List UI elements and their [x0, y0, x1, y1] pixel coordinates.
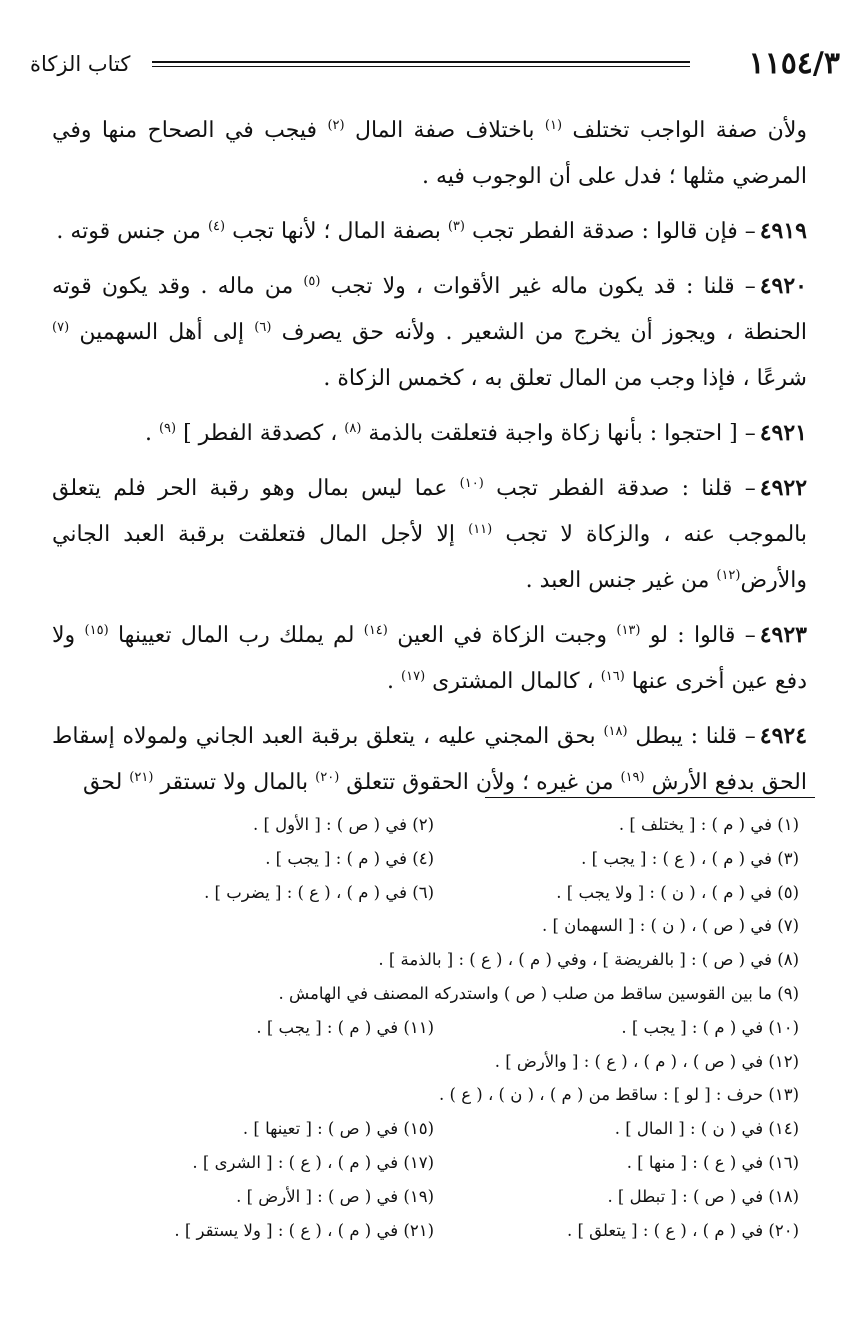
footnote-marker: (٤): [207, 219, 226, 234]
paragraph: [52, 713, 807, 806]
footnote-marker: (١٨): [603, 724, 628, 739]
footnote: (٦) في ( م ) ، ( ع ) : [ يضرب ] .: [204, 882, 434, 902]
footnote-row: [69, 876, 799, 910]
footnote-marker: (٢٠): [315, 770, 340, 785]
text-segment: باختلاف صفة المال: [344, 118, 545, 143]
paragraph-number: ٤٩٢٠: [759, 273, 807, 299]
text-segment: – [ احتجوا : بأنها زكاة واجبة فتعلقت بالذمة: [361, 421, 756, 446]
footnote: (١٥) في ( ص ) : [ تعينها ] .: [242, 1119, 434, 1139]
paragraph-number: ٤٩٢٤: [759, 723, 808, 749]
footnote-row: [69, 1146, 799, 1180]
text-segment: – قالوا : لو: [640, 623, 756, 648]
text-segment: عما ليس بمال وهو رقبة الحر فلم يتعلق بالموجب عنه ، والزكاة لا تجب: [52, 476, 807, 547]
text-segment: .: [144, 421, 159, 446]
footnote-row: [69, 842, 799, 876]
header-rule: [152, 61, 690, 67]
text-segment: بصفة المال ؛ لأنها تجب: [225, 219, 448, 244]
footnote-row: [69, 977, 799, 1011]
text-segment: – قلنا : قد يكون ماله غير الأقوات ، ولا تجب: [320, 274, 756, 299]
footnote-marker: (١١): [468, 522, 493, 537]
footnote-separator: [485, 797, 815, 798]
footnote: (٥) في ( م ) ، ( ن ) : [ ولا يجب ] .: [556, 882, 799, 902]
footnote: (١) في ( م ) : [ يختلف ] .: [618, 815, 799, 834]
page-header: [30, 40, 840, 86]
footnote-row: [69, 943, 799, 977]
paragraph: [52, 465, 807, 604]
footnote: (٨) في ( ص ) : [ بالفريضة ] ، وفي ( م ) ، ( ع ) : [ بالذمة ] .: [378, 950, 799, 970]
footnote-marker: (٩): [158, 421, 177, 436]
text-segment: لم يملك رب المال تعيينها: [108, 623, 364, 648]
text-segment: وجبت الزكاة في العين: [387, 623, 617, 648]
text-segment: بحق المجني عليه ، يتعلق برقبة العبد الجاني ولمولاه إسقاط الحق بدفع الأرش: [52, 724, 807, 795]
text-segment: فيجب في الصحاح منها وفي المرضي مثلها ؛ فدل على أن الوجوب فيه .: [52, 118, 807, 189]
footnotes: [69, 808, 799, 1247]
paragraph-number: ٤٩٢١: [759, 420, 807, 446]
text-segment: ولأن صفة الواجب تختلف: [562, 118, 807, 143]
footnote-row: [69, 1078, 799, 1112]
footnote: (١١) في ( م ) : [ يجب ] .: [256, 1017, 434, 1037]
footnote-row: [69, 1180, 799, 1214]
footnote: (١٠) في ( م ) : [ يجب ] .: [621, 1017, 799, 1037]
paragraph: [52, 108, 807, 200]
text-segment: إلا لأجل المال فتعلقت برقبة العبد الجاني والأرض: [52, 522, 807, 593]
footnote-row: [69, 1112, 799, 1146]
footnote-marker: (١٣): [616, 623, 641, 638]
footnote: (٣) في ( م ) ، ( ع ) : [ يجب ] .: [581, 848, 799, 868]
page-number: ١١٥٤/٣: [748, 46, 840, 81]
text-segment: لحق: [83, 770, 130, 795]
paragraph: [52, 208, 807, 255]
footnote: (١٨) في ( ص ) : [ تبطل ] .: [607, 1186, 799, 1206]
footnote: (١٤) في ( ن ) : [ المال ] .: [614, 1119, 799, 1139]
footnote: (١٧) في ( م ) ، ( ع ) : [ الشرى ] .: [192, 1152, 434, 1172]
footnote: (١٦) في ( ع ) : [ منها ] .: [626, 1152, 799, 1172]
footnote-marker: (١٢): [716, 568, 741, 583]
footnote-marker: (٢١): [129, 770, 154, 785]
footnote-marker: (٢): [327, 118, 345, 133]
footnote-row: [69, 808, 799, 842]
text-segment: شرعًا ، فإذا وجب من المال تعلق به ، كخمس الزكاة .: [323, 366, 807, 391]
text-segment: ، كالمال المشترى: [425, 669, 601, 694]
footnote: (٩) ما بين القوسين ساقط من صلب ( ص ) واستدركه المصنف في الهامش .: [278, 983, 799, 1003]
footnote-marker: (١٦): [600, 669, 625, 684]
footnote-row: [69, 909, 799, 943]
footnote: (٢) في ( ص ) : [ الأول ] .: [252, 815, 434, 834]
footnote: (١٢) في ( ص ) ، ( م ) ، ( ع ) : [ والأرض ] .: [494, 1051, 799, 1071]
footnote-marker: (٨): [344, 421, 362, 436]
footnote-marker: (١٤): [363, 623, 388, 638]
text-segment: ولا دفع عين أخرى عنها: [52, 623, 807, 694]
footnote-row: [69, 1045, 799, 1079]
footnote-row: [69, 1214, 799, 1248]
text-segment: بالمال ولا تستقر: [153, 770, 316, 795]
text-segment: إلى أهل السهمين: [69, 320, 255, 345]
footnote: (٢١) في ( م ) ، ( ع ) : [ ولا يستقر ] .: [174, 1220, 434, 1240]
text-segment: من غير جنس العبد .: [525, 568, 717, 593]
footnote-marker: (١٠): [459, 476, 484, 491]
text-segment: ، كصدقة الفطر ]: [176, 421, 345, 446]
footnote-marker: (٧): [52, 320, 70, 335]
footnote: (٢٠) في ( م ) ، ( ع ) : [ يتعلق ] .: [566, 1220, 799, 1240]
paragraph: [52, 612, 807, 705]
paragraph-number: ٤٩١٩: [759, 218, 807, 244]
footnote: (١٣) حرف : [ لو ] : ساقط من ( م ) ، ( ن ) ، ( ع ) .: [439, 1085, 799, 1105]
footnote: (٤) في ( م ) : [ يجب ] .: [265, 848, 434, 868]
footnote-marker: (١): [544, 118, 563, 133]
text-segment: من غيره ؛ ولأن الحقوق تتعلق: [339, 770, 621, 795]
text-segment: – قلنا : صدقة الفطر تجب: [483, 476, 756, 501]
footnote: (٧) في ( ص ) ، ( ن ) : [ السهمان ] .: [541, 916, 799, 936]
paragraph-number: ٤٩٢٢: [759, 475, 808, 501]
footnote: (١٩) في ( ص ) : [ الأرض ] .: [236, 1186, 434, 1206]
footnote-marker: (١٥): [84, 623, 109, 638]
text-segment: من ماله . وقد يكون قوته الحنطة ، ويجوز أن يخرج من الشعير . ولأنه حق يصرف: [52, 274, 808, 345]
main-text: [52, 108, 807, 814]
footnote-row: [69, 1011, 799, 1045]
footnote-marker: (٦): [254, 320, 272, 335]
paragraph-number: ٤٩٢٣: [759, 622, 807, 648]
footnote-marker: (١٩): [620, 770, 645, 785]
book-title: كتاب الزكاة: [30, 52, 131, 76]
text-segment: – فإن قالوا : صدقة الفطر تجب: [464, 219, 756, 244]
text-segment: .: [387, 669, 402, 694]
footnote-marker: (٣): [447, 219, 465, 234]
paragraph: [52, 263, 807, 402]
footnote-marker: (١٧): [401, 669, 426, 684]
text-segment: من جنس قوته .: [56, 219, 208, 244]
text-segment: – قلنا : يبطل: [627, 724, 756, 749]
paragraph: [52, 410, 807, 457]
footnote-marker: (٥): [303, 274, 321, 289]
